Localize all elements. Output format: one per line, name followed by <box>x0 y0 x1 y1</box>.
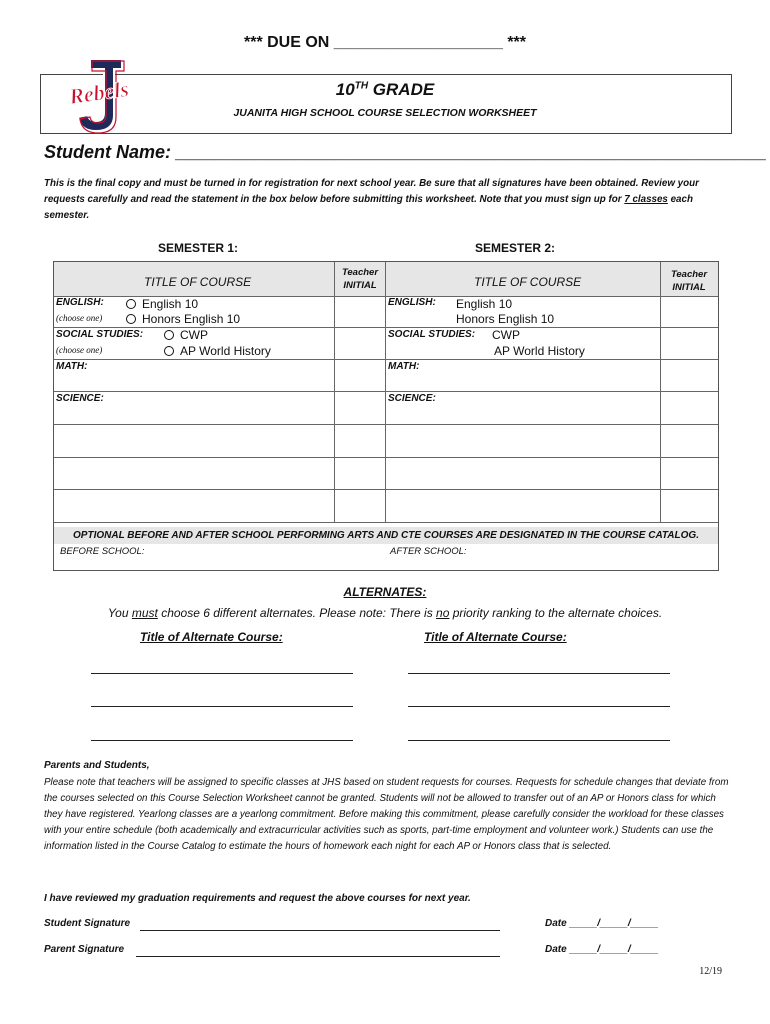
radio-icon <box>164 330 174 340</box>
optional-courses-note: OPTIONAL BEFORE AND AFTER SCHOOL PERFORMING ARTS AND CTE COURSES ARE DESIGNATED IN THE COURSE CATALOG. <box>54 527 718 544</box>
sem2-cwp-option[interactable]: CWP <box>492 328 520 342</box>
parents-statement: Please note that teachers will be assigned to specific classes at JHS based on student requests for courses. Requests for schedule changes that deviate from the courses selected on this Course Selection Worksheet cannot be granted. Students will not be allowed to transfer out of an AP or Honors class for which they have registered. Yearlong classes are a yearlong commitment. Before making this commitment, please carefully consider the workload for these classes with your entire schedule (both academically and extracurricular activities such as sports, part-time employment and volunteer work.) Students can use the information listed in the Course Catalog to estimate the hours of homework each night for each AP or Honors class that is selected. <box>44 777 729 852</box>
sem2-honors-english10-option[interactable]: Honors English 10 <box>456 312 555 326</box>
parents-heading: Parents and Students, <box>44 760 150 771</box>
intro-paragraph: This is the final copy and must be turned in for registration for next school year. Be sure that all signatures have been obtained. Review your requests carefully and read the statement in the box below before submitting this worksheet. Note that you must sign up for 7 classes each semester. <box>44 178 699 221</box>
sem2-math-label: MATH: <box>388 361 420 372</box>
classes-count: 7 classes <box>624 194 668 205</box>
sem1-social-choose: (choose one) <box>56 345 103 355</box>
sem2-ap-world-option[interactable]: AP World History <box>494 344 585 358</box>
radio-icon <box>126 299 136 309</box>
review-statement: I have reviewed my graduation requirements and request the above courses for next year. <box>44 893 471 904</box>
student-name-field[interactable]: Student Name: ___________________________________________________________ <box>44 142 767 162</box>
alternate-col-left-title: Title of Alternate Course: <box>140 630 283 644</box>
grade-title: 10TH GRADE <box>335 80 435 99</box>
parent-signature-line[interactable] <box>136 956 500 957</box>
alternate-line[interactable] <box>408 673 670 674</box>
alternate-col-right-title: Title of Alternate Course: <box>424 630 567 644</box>
sem1-title-col: TITLE OF COURSE <box>144 275 252 289</box>
alternate-line[interactable] <box>408 740 670 741</box>
semester-2-heading: SEMESTER 2: <box>475 241 556 255</box>
version-code: 12/19 <box>699 966 722 977</box>
parent-signature-label: Parent Signature <box>44 944 125 955</box>
sem2-science-label: SCIENCE: <box>388 393 436 404</box>
sem2-english-label: ENGLISH: <box>388 297 436 308</box>
sem1-ap-world-option[interactable]: AP World History <box>164 344 271 358</box>
sem1-teacher-col: Teacher INITIAL <box>341 267 379 291</box>
sem1-science-label: SCIENCE: <box>56 393 104 404</box>
alternate-line[interactable] <box>408 706 670 707</box>
semester-1-heading: SEMESTER 1: <box>158 241 239 255</box>
student-signature-line[interactable] <box>140 930 500 931</box>
before-school-label: BEFORE SCHOOL: <box>60 546 145 557</box>
alternates-heading: ALTERNATES: <box>343 585 427 599</box>
due-date-line: *** DUE ON ___________________ *** <box>244 34 526 51</box>
student-date-field[interactable]: Date _____/_____/_____ <box>545 918 659 929</box>
sem2-social-label: SOCIAL STUDIES: <box>388 329 476 340</box>
sem2-teacher-col: Teacher INITIAL <box>670 269 708 293</box>
alternates-note: You must choose 6 different alternates. Please note: There is no priority ranking to the alternate choices. <box>107 606 663 620</box>
parent-date-field[interactable]: Date _____/_____/_____ <box>545 944 659 955</box>
worksheet-subtitle: JUANITA HIGH SCHOOL COURSE SELECTION WORKSHEET <box>233 107 537 119</box>
after-school-label: AFTER SCHOOL: <box>390 546 467 557</box>
sem1-math-label: MATH: <box>56 361 88 372</box>
sem1-english-label: ENGLISH: <box>56 297 104 308</box>
alternate-line[interactable] <box>91 740 353 741</box>
student-signature-label: Student Signature <box>44 918 131 929</box>
alternate-line[interactable] <box>91 706 353 707</box>
alternate-line[interactable] <box>91 673 353 674</box>
sem1-cwp-option[interactable]: CWP <box>164 328 208 342</box>
course-table <box>53 261 719 571</box>
radio-icon <box>164 346 174 356</box>
sem1-english10-option[interactable]: English 10 <box>126 297 198 311</box>
sem1-english-choose: (choose one) <box>56 313 103 323</box>
sem1-social-label: SOCIAL STUDIES: <box>56 329 144 340</box>
sem2-title-col: TITLE OF COURSE <box>474 275 582 289</box>
radio-icon <box>126 314 136 324</box>
sem1-honors-english10-option[interactable]: Honors English 10 <box>126 312 240 326</box>
svg-text:Rebels: Rebels <box>67 76 131 110</box>
sem2-english10-option[interactable]: English 10 <box>456 297 513 311</box>
